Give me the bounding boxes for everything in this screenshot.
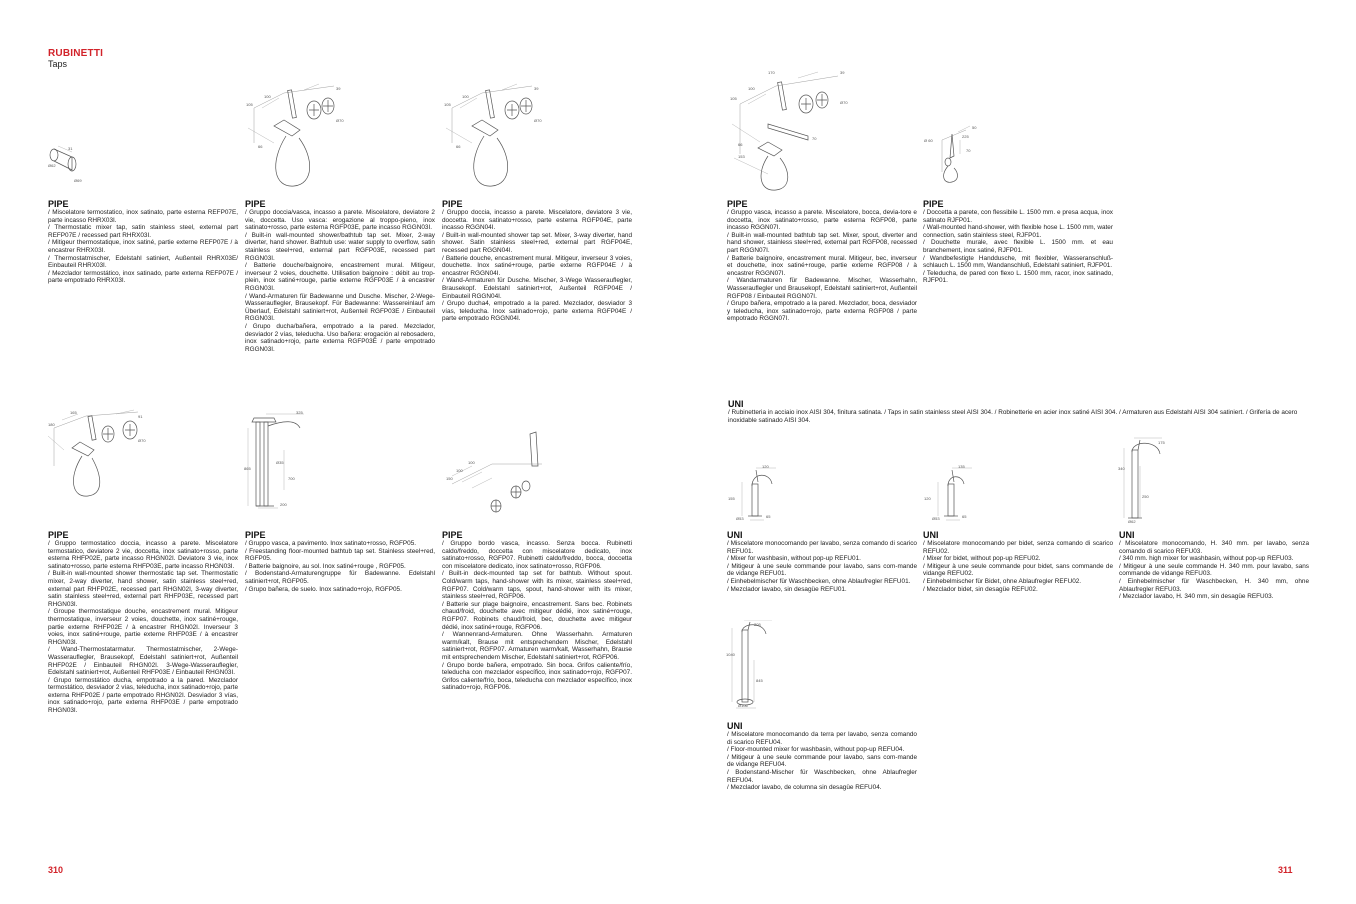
dim-label: 65 bbox=[766, 514, 771, 519]
page-number-right: 311 bbox=[1278, 865, 1293, 875]
figure-refu04-drawing bbox=[726, 620, 786, 710]
dim-label: 66 bbox=[738, 142, 743, 147]
dim-label: 91 bbox=[138, 414, 143, 419]
figure-rgfp03-drawing bbox=[244, 78, 354, 193]
product-block-rjfp01 bbox=[923, 199, 1113, 285]
dim-label: 165 bbox=[70, 410, 77, 415]
product-block-rgfp03 bbox=[245, 199, 435, 353]
dim-label: 100 bbox=[264, 94, 271, 99]
uni-section-title: UNI bbox=[728, 399, 744, 409]
product-description: / Miscelatore monocomando, H. 340 mm. per lavabo, senza comando di scarico REFU03. / 340 mm. high mixer for washbasin, without pop-up REFU03. / Mitigeur à une seule commande H. 340 mm. pour lavabo, sans commande de vidange REFU03. / Einhebelmischer für Waschbecken, H. 340 mm, ohne Ablaufregler REFU03. / Mezclador lavabo, H. 340 mm, sin desagüe REFU03. bbox=[1119, 540, 1309, 601]
dim-label: 250 bbox=[1142, 494, 1149, 499]
dim-label: Ø62 bbox=[1128, 519, 1136, 524]
dim-label: Ø70 bbox=[840, 100, 848, 105]
dim-label: 105 bbox=[444, 102, 451, 107]
product-name: PIPE bbox=[48, 199, 69, 209]
dim-label: 325 bbox=[296, 410, 303, 415]
product-name: UNI bbox=[923, 530, 939, 540]
product-description: / Miscelatore termostatico, inox satinato, parte esterna REFP07E, parte incasso RHRX03I. / Thermostatic mixer tap, satin stainless steel, external part REFP07E / recessed part RHRX03I. / Mitigeur thermostatique, inox satiné, partie externe REFP07E / à encastrer RHRX03I. / Thermostatmischer, Edelstahl satiniert, Außenteil RHRX03E/ Einbauteil RHRX03I. / Mezclador termostático, inox satinado, parte externa REFP07E / parte empotrado RHRX03I. bbox=[48, 209, 238, 285]
product-description: / Gruppo vasca, incasso a parete. Miscelatore, bocca, devia-tore e doccetta, inox satinato+rosso, parte esterna RGFP08, parte incasso RGGN07I. / Built-in wall-mounted bathtub tap set. Mixer, spout, diverter and hand shower, stainless steel+red, external part RGFP08, recessed part RGGN07I. / Batterie baignoire, encastrement mural. Mitigeur, bec, inverseur et douchette, inox satiné+rouge, partie externe RGFP08 / à encastrer RGGN07I. / Wandarmaturen für Badewanne. Mischer, Wasserhahn, Wasserauflegler und Brausekopf, Edelstahl satiniert+rot, Außenteil RGFP08 / Einbauteil RGGN07I. / Grupo bañera, empotrado a la pared. Mezclador, boca, desviador y teleducha, inox satinado+rojo, parte externa RGFP08 / parte empotrado RGGN07I. bbox=[727, 209, 917, 323]
dim-label: Ø106 bbox=[738, 703, 748, 708]
dim-label: 1040 bbox=[726, 652, 735, 657]
section-title: RUBINETTI bbox=[48, 48, 104, 59]
dim-label: 865 bbox=[244, 466, 251, 471]
dim-label: 153 bbox=[738, 154, 745, 159]
figure-rjfp01-drawing bbox=[922, 120, 982, 185]
product-description: / Doccetta a parete, con flessibile L. 1500 mm. e presa acqua, inox satinato RJFP01. / Wall-mounted hand-shower, with flexible hose L. 1500 mm, water connection, satin stainless steel, RJFP01. / Douchette murale, avec flexible L. 1500 mm. et eau branchement, inox satiné, RJFP01. / Wandbefestigte Handdusche, mit flexibler, Wasseranschluß-schlauch L. 1500 mm, Wandanschluß, Edelstahl satiniert, RJFP01. / Teleducha, de pared con flexo L. 1500 mm, racor, inox satinado, RJFP01. bbox=[923, 209, 1113, 285]
product-name: PIPE bbox=[923, 199, 944, 209]
dim-label: Ø35 bbox=[276, 460, 284, 465]
figure-rhrx03-drawing bbox=[44, 140, 84, 185]
figure-rgfp08-drawing bbox=[728, 64, 858, 194]
product-description: / Gruppo doccia, incasso a parete. Miscelatore, deviatore 3 vie, doccetta. Inox satinato+rosso, parte esterna RGFP04E, parte incasso RGGN04I. / Built-in wall-mounted shower tap set. Mixer, 3-way diverter, hand shower. Satin stainless steel+red, external part RGFP04E, recessed part RGGN04I. / Batterie douche, encastrement mural. Mitigeur, inverseur 3 voies, douchette. Inox satiné+rouge, partie externe RGFP04E / à encastrer RGGN04I. / Wand-Armaturen für Dusche. Mischer, 3-Wege Wasserauflegler, Brausekopf. Edelstahl satiniert+rot, Außenteil RGFP04E / Einbauteil RGGN04I. / Grupo ducha4, empotrado a la pared. Mezclador, desviador 3 vías, teleducha. Inox satinado+rojo, parte externa RGFP04E / parte empotrado RGGN04I. bbox=[442, 209, 632, 323]
product-block-refu02 bbox=[923, 530, 1113, 593]
product-description: / Miscelatore monocomando per bidet, senza comando di scarico REFU02. / Mixer for bidet, without pop-up REFU02. / Mitigeur à une seule commande pour bidet, sans commande de vidange REFU02. / Einhebelmischer für Bidet, ohne Ablaufregler REFU02. / Mezclador bidet, sin desagüe REFU02. bbox=[923, 540, 1113, 593]
dim-label: Ø62 bbox=[48, 163, 56, 168]
product-name: PIPE bbox=[245, 199, 266, 209]
figure-rgfp04-drawing bbox=[442, 78, 552, 193]
dim-label: 70 bbox=[812, 136, 817, 141]
dim-label: Ø69 bbox=[74, 178, 82, 183]
product-name: PIPE bbox=[442, 199, 463, 209]
dim-label: 66 bbox=[456, 144, 461, 149]
dim-label: 65 bbox=[962, 514, 967, 519]
figure-rgfp07-drawing bbox=[442, 424, 552, 514]
product-name: PIPE bbox=[727, 199, 748, 209]
dim-label: 175 bbox=[1158, 440, 1165, 445]
product-description: / Gruppo termostatico doccia, incasso a parete. Miscelatore termostatico, deviatore 2 vie, doccetta, inox satinato+rosso, parte esterna RHFP02E, parte incasso RHGN02I. Deviatore 3 vie, inox satinato+rosso, parte esterna RHFP03E, parte incasso RHGN03I. / Built-in wall-mounted shower thermostatic tap set. Thermostatic mixer, 2-way diverter, hand shower, satin stainless steel+red, external part RHFP02E, recessed part RHGN02I, 3-way diverter, satin stainless steel+red, external part RHFP03E, recessed part RHGN03I. / Groupe thermostatique douche, encastrement mural. Mitigeur thermostatique, inverseur 2 voies, douchette, inox satiné+rouge, partie externe RHFP02E / à encastrer RHGN02I. Inverseur 3 voies, inox satiné+rouge, partie externe RHFP03E / à encastrer RHGN03I. / Wand-Thermostatarmatur. Thermostatmischer, 2-Wege-Wasserauflegler, Brausekopf, Edelstahl satiniert+rot, Außenteil RHFP02E / Einbauteil RHGN02I. 3-Wege-Wasserauflegler, Edelstahl satiniert+rot, Außenteil RHFP03E / Einbauteil RHGN03I. / Grupo termostático ducha, empotrado a la pared. Mezclador termostático, desviador 2 vías, teleducha, inox satinado+rojo, parte externa RHFP02E / parte empotrado RHGN02I. Desviador 3 vías, inox satinado+rojo, parte externa RHFP03E / parte empotrado RHGN03I. bbox=[48, 540, 238, 715]
dim-label: 70 bbox=[966, 148, 971, 153]
product-name: UNI bbox=[1119, 530, 1135, 540]
dim-label: Ø53 bbox=[736, 516, 744, 521]
figure-refu01-drawing bbox=[726, 462, 786, 522]
product-block-rgfp08 bbox=[727, 199, 917, 323]
dim-label: 31 bbox=[68, 146, 73, 151]
product-block-rgfp07 bbox=[442, 530, 632, 692]
dim-label: 135 bbox=[958, 464, 965, 469]
dim-label: Ø 60 bbox=[924, 138, 933, 143]
product-block-refu03 bbox=[1119, 530, 1309, 601]
dim-label: 340 bbox=[1118, 466, 1125, 471]
product-description: / Gruppo doccia/vasca, incasso a parete. Miscelatore, deviatore 2 vie, doccetta. Uso vasca: erogazione al troppo-pieno, inox satinato+rosso, parte esterna RGFP03E, parte incasso RGGN03I. / Built-in wall-mounted shower/bathtub tap set. Mixer, 2-way diverter, hand shower. Bathtub use: water supply to overflow, satin stainless steel+red, external part RGFP03E, recessed part RGGN03I. / Batterie douche/baignoire, encastrement mural. Mitigeur, inverseur 2 voies, douchette. Utilisation baignoire : débit au trop-plein, inox satiné+rouge, partie externe RGFP03E / à encastrer RGGN03I. / Wand-Armaturen für Badewanne und Dusche. Mischer, 2-Wege-Wasserauflegler, Brausekopf. Für Badewanne: Wassereinlauf am Überlauf, Edelstahl satiniert+rot, Außenteil RGFP03E / Einbauteil RGGN03I. / Grupo ducha/bañera, empotrado a la pared. Mezclador, desviador 2 vías, teleducha. Uso bañera: erogación al rebosadero, inox satinado+rojo, parte externa RGFP03E / parte empotrado RGGN03I. bbox=[245, 209, 435, 353]
product-block-refu04 bbox=[727, 721, 917, 792]
dim-label: 100 bbox=[748, 86, 755, 91]
product-name: PIPE bbox=[245, 530, 266, 540]
figure-refu02-drawing bbox=[922, 462, 982, 522]
dim-label: 39 bbox=[534, 86, 539, 91]
dim-label: 200 bbox=[280, 502, 287, 507]
product-block-rhfp02 bbox=[48, 530, 238, 715]
page-number-left: 310 bbox=[48, 865, 64, 875]
dim-label: Ø53 bbox=[932, 516, 940, 521]
uni-section-intro: / Rubinetteria in acciaio inox AISI 304, finitura satinata. / Taps in satin stainless steel AISI 304. / Robinetterie en acier inox satiné AISI 304. / Armaturen aus Edelstahl AISI 304 satiniert. / Grifería de acero inoxidable satinado AISI 304. bbox=[728, 409, 1298, 424]
dim-label: 39 bbox=[336, 86, 341, 91]
figure-rgfp05-drawing bbox=[244, 410, 314, 510]
dim-label: 39 bbox=[840, 70, 845, 75]
dim-label: Ø70 bbox=[534, 118, 542, 123]
dim-label: 105 bbox=[246, 102, 253, 107]
dim-label: 100 bbox=[456, 468, 463, 473]
product-block-refu01 bbox=[727, 530, 917, 593]
figure-rhfp02-drawing bbox=[46, 406, 156, 501]
product-block-rgfp05 bbox=[245, 530, 435, 593]
dim-label: 845 bbox=[756, 678, 763, 683]
dim-label: 105 bbox=[730, 96, 737, 101]
product-description: / Miscelatore monocomando per lavabo, senza comando di scarico REFU01. / Mixer for washbasin, without pop-up REFU01. / Mitigeur à une seule commande pour lavabo, sans com-mande de vidange REFU01. / Einhebelmischer für Waschbecken, ohne Ablaufregler REFU01. / Mezclador lavabo, sin desagüe REFU01. bbox=[727, 540, 917, 593]
dim-label: 170 bbox=[768, 70, 775, 75]
dim-label: 120 bbox=[924, 496, 931, 501]
product-name: UNI bbox=[727, 530, 743, 540]
dim-label: 100 bbox=[468, 460, 475, 465]
product-block-rgfp04 bbox=[442, 199, 632, 323]
dim-label: 150 bbox=[446, 476, 453, 481]
product-block-rhrx03 bbox=[48, 199, 238, 285]
dim-label: 205 bbox=[754, 622, 761, 627]
dim-label: 66 bbox=[258, 144, 263, 149]
dim-label: 700 bbox=[288, 476, 295, 481]
product-name: PIPE bbox=[442, 530, 463, 540]
product-name: UNI bbox=[727, 721, 743, 731]
dim-label: Ø70 bbox=[138, 438, 146, 443]
dim-label: Ø70 bbox=[336, 118, 344, 123]
product-name: PIPE bbox=[48, 530, 69, 540]
dim-label: 100 bbox=[462, 94, 469, 99]
section-subtitle: Taps bbox=[48, 59, 68, 69]
product-description: / Miscelatore monocomando da terra per lavabo, senza comando di scarico REFU04. / Floor-mounted mixer for washbasin, without pop-up REFU04. / Mitigeur à une seule commande pour lavabo, sans com-mande de vidange REFU04. / Bodenstand-Mischer für Waschbecken, ohne Ablaufregler REFU04. / Mezclador lavabo, de columna sin desagüe REFU04. bbox=[727, 731, 917, 792]
dim-label: 180 bbox=[48, 422, 55, 427]
product-description: / Gruppo bordo vasca, incasso. Senza bocca. Rubinetti caldo/freddo, doccetta con miscelatore dedicato, inox satinato+rosso, RGFP07. Rubinetti caldo/freddo, bocca, doccetta con miscelatore dedicato, inox satinato+rosso, RGFP06. / Built-in deck-mounted tap set for bathtub. Without spout. Cold/warm taps, hand-shower with its mixer, stainless steel+red, RGFP07. Cold/warm taps, spout, hand-shower with its mixer, stainless steel+red, RGFP06. / Batterie sur plage baignoire, encastrement. Sans bec. Robinets chaud/froid, douchette avec mitigeur dédié, inox satiné+rouge, RGFP07. Robinets chaud/froid, bec, douchette avec mitigeur dédié, inox satiné+rouge, RGFP06. / Wannenrand-Armaturen. Ohne Wasserhahn. Armaturen warm/kalt, Brause mit entsprechendem Mischer, Edelstahl satiniert+rot, RGFP07. Armaturen warm/kalt, Wasserhahn, Brause mit entsprechendem Mischer, Edelstahl satiniert+rot, RGFP06. / Grupo borde bañera, empotrado. Sin boca. Grifos caliente/frío, teleducha con mezclador específico, inox satinado+rojo, RGFP07. Grifos caliente/frío, boca, teleducha con mezclador específico, inox satinado+rojo, RGFP06. bbox=[442, 540, 632, 692]
dim-label: 50 bbox=[972, 125, 977, 130]
product-description: / Gruppo vasca, a pavimento. Inox satinato+rosso, RGFP05. / Freestanding floor-mounted bathtub tap set. Stainless steel+red, RGFP05. / Batterie baignoire, au sol. Inox satiné+rouge , RGFP05. / Bodenstand-Armaturengruppe für Badewanne. Edelstahl satiniert+rot, RGFP05. / Grupo bañera, de suelo. Inox satinado+rojo, RGFP05. bbox=[245, 540, 435, 593]
dim-label: 120 bbox=[762, 464, 769, 469]
figure-refu03-drawing bbox=[1118, 436, 1178, 524]
dim-label: 155 bbox=[728, 496, 735, 501]
dim-label: 225 bbox=[962, 134, 969, 139]
